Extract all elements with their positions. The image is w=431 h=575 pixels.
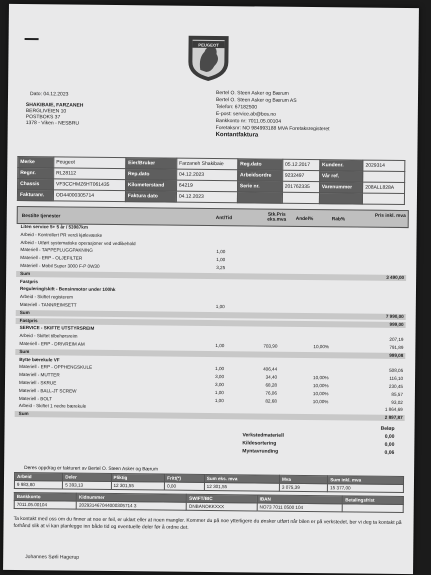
line-qty: 1,00 — [215, 343, 225, 349]
line-desc: Materiell - SKRUE — [18, 379, 57, 386]
column-header: Pliktig — [111, 473, 165, 482]
line-price: 508,05 — [389, 368, 404, 374]
line-share: 10,00% — [313, 375, 329, 381]
line-desc: Sum — [20, 270, 31, 276]
info-value — [363, 193, 405, 204]
line-desc: Materiell - ERP - DRIVREIM AM — [19, 340, 85, 347]
line-desc: Materiell - TAPPEPLUGGPAKNING — [20, 247, 93, 254]
info-label: Faktura dato — [125, 191, 176, 203]
line-qty: 3,00 — [214, 382, 224, 388]
line-share: 10,00% — [312, 383, 329, 389]
document-type: Kontantfaktura — [215, 132, 259, 139]
total-row — [234, 448, 394, 458]
total-label: Verkstedmateriell — [242, 432, 284, 439]
info-label: Reg.dato — [238, 159, 283, 170]
line-desc: Arbeid - Skiftet tilbehørsreim — [19, 333, 78, 339]
sender-legal-name: Bertel O. Steen Asker og Bærum AS — [215, 97, 297, 104]
info-value: 208ALL828A — [363, 182, 405, 193]
line-qty: 3,00 — [215, 374, 225, 380]
column-header: Mva — [279, 475, 327, 484]
line-desc: Materiell - ERP - OPPHENGSKULE — [19, 364, 93, 371]
column-header: Betalingsfrist — [343, 496, 404, 505]
info-value: 9232497 — [282, 170, 319, 181]
sender-email: E-post: service.ab@bos.no — [215, 111, 276, 118]
line-desc: Bytte bærekule VF — [19, 356, 60, 363]
total-value: 0,00 — [384, 441, 395, 448]
cell-value: 7011.05.00104 — [14, 500, 76, 509]
line-qty: 1,00 — [216, 249, 226, 255]
column-header: Fritt(*) — [165, 474, 205, 482]
info-label: Eier/Bruker — [126, 158, 177, 170]
invoice-date: Dato: 04.12.2023 — [29, 91, 69, 98]
header-discount: Rab% — [331, 217, 346, 223]
info-label: Kundenr. — [319, 160, 363, 171]
line-desc: Arbeid - Skiftet 1 nedre bærekule — [18, 403, 87, 410]
line-desc: Sum — [19, 309, 30, 315]
column-header: Arbeid — [14, 472, 62, 481]
total-label: Myntavrunding — [242, 448, 279, 455]
info-value: 04.12.2023 — [176, 191, 237, 203]
svg-text:PEUGEOT: PEUGEOT — [198, 42, 219, 48]
info-label: Regnr. — [18, 167, 54, 178]
line-desc: Sum — [19, 348, 30, 354]
line-price: 230,45 — [388, 383, 404, 390]
line-qty: 1,00 — [215, 304, 225, 310]
line-share: 10,00% — [312, 390, 329, 397]
column-header: Kidnummer — [77, 493, 187, 502]
line-qty: 1,00 — [214, 397, 224, 403]
line-price: 1 864,69 — [384, 407, 403, 413]
info-label: Rep.dato — [125, 169, 176, 181]
line-price: 207,19 — [389, 337, 404, 343]
line-desc: Materiell - TANNREIMSETT — [19, 301, 77, 308]
info-value: Farzaneh Shakibaie — [177, 158, 238, 170]
header-unit-price: Stk.Pris eks.mva — [267, 212, 287, 223]
info-value: OD44000305714 — [53, 190, 125, 202]
sender-block — [216, 90, 330, 140]
info-label: Fakturanr. — [17, 189, 53, 200]
line-desc: Arbeid - Kontrollert PR verdi kjølevæske — [20, 231, 103, 238]
cell-value: 12 301,55 — [111, 481, 165, 490]
info-value: 64219 — [176, 180, 237, 192]
cell-value: 0,00 — [165, 482, 205, 490]
line-desc: Materiell - MUTTER — [19, 372, 60, 378]
info-value: RL28112 — [54, 168, 126, 180]
header-price: Pris inkl. mva — [374, 213, 406, 220]
total-value: 0,06 — [384, 449, 395, 456]
info-value: VF3CCHMZ6HT061435 — [53, 179, 125, 191]
invoice-page — [3, 4, 419, 574]
column-header: Sum inkl. mva — [328, 476, 404, 485]
line-desc: Arbeid - Utført systematiske operasjoner ved vedlikehold — [20, 239, 136, 246]
payment-table — [14, 492, 404, 513]
line-desc: SERVICE - SKIFTE UTSTYRSREIM — [19, 325, 95, 332]
info-label: Varenummer — [319, 182, 363, 193]
line-price: 791,89 — [389, 344, 404, 351]
recipient-address — [26, 102, 84, 127]
column-header: Sum eks. mva — [204, 474, 279, 483]
cell-value: NO73 7011 0500 104 — [257, 503, 343, 512]
line-price: 999,08 — [389, 352, 404, 358]
cell-value: 15 377,00 — [328, 484, 404, 493]
recipient-street: BERGLIVEIEN 10 — [25, 108, 67, 115]
info-label — [237, 192, 282, 203]
line-price: 85,57 — [391, 391, 403, 397]
line-desc: Materiell - Mobil Super 3000 F-P 0W30 — [20, 263, 100, 269]
line-desc: Regulering/skift - Bensinmotor under 100hk — [19, 286, 116, 293]
header-desc: Bestilte tjenester — [21, 214, 61, 220]
info-value: 201762335 — [282, 181, 319, 192]
sender-bank: Bankkonto nr: 7011.05.00104 — [215, 118, 282, 125]
cell-value — [343, 504, 404, 513]
info-label: Chassis — [18, 178, 54, 189]
recipient-postbox: POSTBOKS 37 — [25, 114, 61, 121]
line-unit: 703,90 — [263, 343, 278, 349]
line-unit: 34,40 — [265, 374, 278, 380]
info-value: Peugeot — [54, 157, 126, 169]
line-unit: 406,44 — [263, 366, 278, 373]
line-price: 3 490,00 — [386, 274, 405, 280]
cell-value: 12 301,55 — [204, 482, 279, 491]
info-label: Serie nr. — [237, 181, 282, 192]
line-desc: Sum — [18, 411, 29, 417]
column-header: Deler — [63, 473, 111, 482]
column-header: SWIFT/BIC — [187, 494, 258, 503]
line-desc: Materiell - BOLT — [18, 395, 52, 401]
vehicle-info-table — [17, 156, 405, 205]
total-value: 0,00 — [384, 433, 395, 440]
summary-caption: Deres oppdrag er fakturert av Bertel O. Steen Asker og Bærum — [24, 466, 158, 473]
info-value: 04.12.2023 — [176, 169, 237, 181]
recipient-city: 1378 - Viken - NESBRU — [25, 120, 80, 127]
cell-value: 9 983,80 — [14, 480, 62, 489]
line-desc: Fastpris — [20, 278, 38, 284]
page-mark — [25, 38, 39, 40]
header-share: Andel% — [295, 216, 314, 223]
invoice-lines — [17, 206, 407, 421]
cell-value: DNBANOKKXXX — [187, 502, 258, 511]
peugeot-logo-icon — [184, 32, 233, 82]
info-value — [363, 171, 405, 182]
line-price: 999,00 — [389, 321, 404, 327]
line-desc: Liten service 5+ 5 år / 53987km — [20, 224, 88, 230]
line-unit: 68,28 — [265, 382, 278, 388]
signature: Johannes Sørli Hagerup — [25, 554, 80, 561]
totals-block — [234, 424, 394, 458]
sender-phone: Telefon: 67182500 — [215, 104, 258, 111]
info-label: Merke — [18, 156, 54, 167]
line-price: 7 990,00 — [385, 313, 404, 319]
info-label: Kilometerstand — [125, 180, 176, 192]
sender-name: Bertel O. Steen Asker og Bærum — [216, 90, 289, 97]
line-desc: Materiell - BALL-JT SCREW — [18, 387, 77, 394]
summary-table — [14, 472, 404, 493]
line-desc: Fastpris — [19, 317, 38, 323]
info-label: Vår ref. — [319, 171, 363, 182]
total-label: Kildesortering — [242, 440, 277, 447]
footer-note: Ta kontakt med oss om du finner at noe er feil, er uklart eller at noen mangler. Kommer du på noe ytterligere du ønsker utført når bilen er på verkstedet, ber vi deg ta kontakt på forhånd slik at vi kan planlegge inn både tid og eventuelle deler før å ordne det. — [13, 515, 402, 531]
line-unit: 76,06 — [265, 390, 277, 396]
info-value: 2029314 — [363, 160, 405, 171]
line-unit: 82,68 — [265, 398, 277, 404]
total-value: Beløp — [380, 425, 395, 432]
line-qty: 1,00 — [215, 366, 225, 372]
info-label: Arbeidsordre — [237, 170, 282, 181]
column-header: Bankkonto — [14, 492, 76, 501]
line-price: 2 897,87 — [384, 415, 403, 421]
cell-value: 5 393,13 — [63, 481, 111, 490]
info-value — [282, 192, 319, 203]
line-share: 10,00% — [313, 344, 330, 350]
info-label — [319, 193, 363, 204]
line-qty: 1,00 — [216, 257, 226, 263]
cell-value: 202931467044000305714 3 — [76, 501, 186, 510]
line-desc: Materiell - ERP - OLJEFILTER — [20, 255, 83, 261]
line-qty: 3,25 — [216, 265, 226, 271]
info-value: 05.12.2017 — [282, 159, 319, 170]
line-desc: Arbeid - Skiftet registerem — [19, 294, 74, 300]
cell-value: 3 075,39 — [279, 483, 327, 492]
line-price: 93,02 — [391, 399, 403, 405]
header-qty: Ant/Tid — [215, 216, 233, 222]
line-price: 116,10 — [389, 376, 404, 382]
line-qty: 1,00 — [214, 389, 224, 395]
recipient-name: SHAKIBAIE, FARZANEH — [25, 102, 84, 109]
sender-org: Foretaksnr: NO 984993188 MVA Foretaksregisteret — [215, 125, 330, 133]
line-share: 10,00% — [312, 398, 329, 404]
column-header: IBAN — [257, 495, 343, 504]
